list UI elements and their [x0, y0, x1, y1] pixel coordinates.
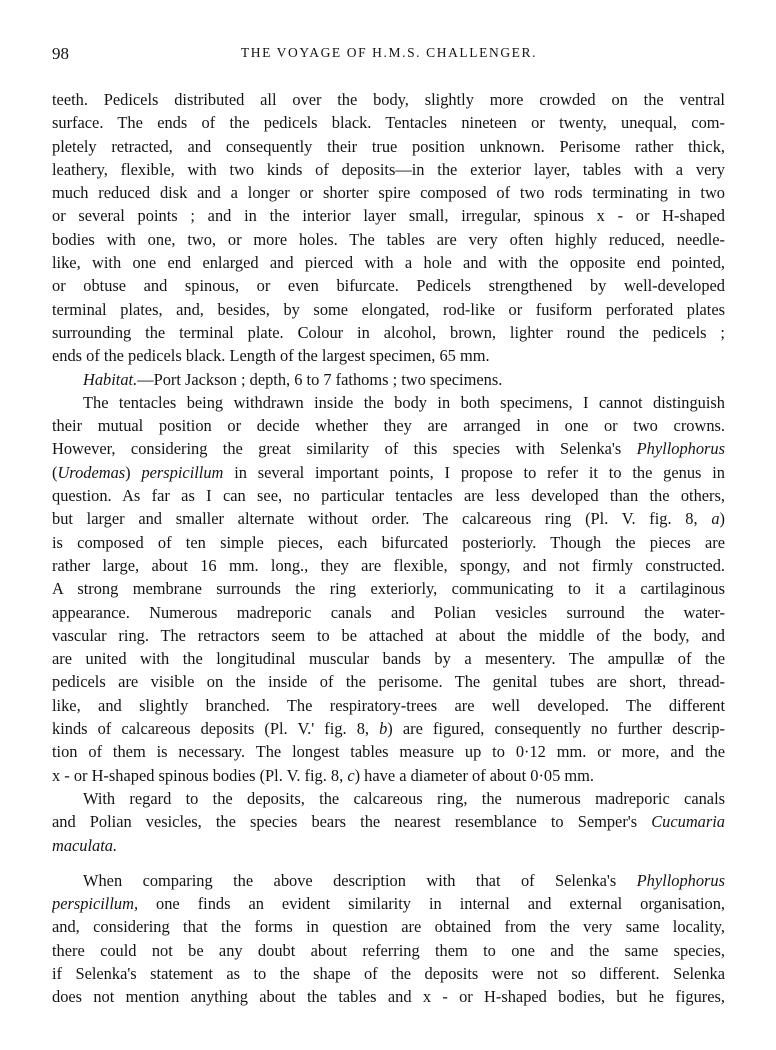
text-line: surface. The ends of the pedicels black. Tentacles nineteen or twenty, unequal, com- — [52, 113, 725, 133]
paragraph-comparison-semper — [52, 787, 725, 857]
text-line: vascular ring. The retractors seem to be attached at about the middle of the body, and — [52, 625, 725, 645]
text-line — [52, 892, 725, 915]
text-line — [52, 717, 725, 740]
paragraph-anatomy — [52, 391, 725, 787]
text-line: The tentacles being withdrawn inside the body in both specimens, I cannot distinguish — [83, 392, 725, 412]
species-name: Phyllophorus — [636, 870, 725, 890]
text-segment: and Polian vesicles, the species bears the nearest resemblance to Semper's — [52, 812, 652, 832]
habitat-text: —Port Jackson ; depth, 6 to 7 fathoms ; two specimens. — [137, 369, 503, 389]
text-segment: but larger and smaller alternate without order. The calcareous ring (Pl. V. fig. 8, — [52, 509, 712, 529]
text-line: much reduced disk and a longer or shorter spire composed of two rods terminating in two — [52, 183, 725, 203]
text-line: With regard to the deposits, the calcareous ring, the numerous madreporic canals — [83, 788, 725, 808]
text-line: appearance. Numerous madreporic canals and Polian vesicles surround the water- — [52, 602, 725, 622]
text-line: A strong membrane surrounds the ring exteriorly, communicating to it a cartilaginous — [52, 579, 725, 599]
paragraph-comparison-selenka — [52, 869, 725, 1009]
text-line: does not mention anything about the tables and x - or H-shaped bodies, but he figures, — [52, 987, 725, 1007]
text-line: is composed of ten simple pieces, each bifurcated posteriorly. Though the pieces are — [52, 532, 725, 552]
text-segment: ) have a diameter of about 0·05 mm. — [354, 765, 595, 785]
text-line: ends of the pedicels black. Length of the largest specimen, 65 mm. — [52, 346, 490, 366]
species-name: maculata. — [52, 835, 118, 855]
figure-letter: c — [347, 765, 355, 785]
text-line: their mutual position or decide whether they are arranged in one or two crowns. — [52, 416, 725, 436]
running-title: THE VOYAGE OF H.M.S. CHALLENGER. — [240, 45, 538, 60]
text-line: if Selenka's statement as to the shape of the deposits were not so different. Selenka — [52, 963, 725, 983]
species-name: perspicillum, — [52, 894, 139, 914]
page-header — [52, 44, 726, 68]
text-line: and, considering that the forms in question are obtained from the very same locality, — [52, 917, 725, 937]
text-line — [52, 834, 725, 857]
text-line: teeth. Pedicels distributed all over the body, slightly more crowded on the ventral — [52, 90, 725, 109]
text-line: pletely retracted, and consequently their true position unknown. Perisome rather thick, — [52, 136, 725, 156]
text-segment: kinds of calcareous deposits (Pl. V.' fig. 8, — [52, 719, 380, 739]
species-name: perspicillum — [141, 462, 224, 482]
text-line: surrounding the terminal plate. Colour in alcohol, brown, lighter round the pedicels ; — [52, 322, 725, 342]
text-line: question. As far as I can see, no particular tentacles are less developed than the others, — [52, 486, 725, 506]
text-segment: one finds an evident similarity in internal and external organisation, — [138, 894, 725, 914]
text-line — [52, 810, 725, 833]
species-name: Phyllophorus — [636, 439, 725, 459]
text-line: like, and slightly branched. The respiratory-trees are well developed. The different — [52, 695, 725, 715]
figure-letter: b — [379, 719, 388, 739]
text-line — [52, 507, 725, 530]
text-line: bodies with one, two, or more holes. The tables are very often highly reduced, needle- — [52, 229, 725, 249]
text-segment: When comparing the above description with that of Selenka's — [83, 870, 637, 890]
habitat-label: Habitat. — [83, 369, 138, 389]
text-line: or several points ; and in the interior layer small, irregular, spinous x - or H-shaped — [52, 206, 725, 226]
text-line: there could not be any doubt about referring them to one and the same species, — [52, 940, 725, 960]
text-line — [52, 764, 725, 787]
text-segment: ) are figured, consequently no further descrip- — [387, 719, 725, 739]
paragraph-description — [52, 88, 725, 368]
text-segment: ( — [52, 462, 58, 482]
text-line: like, with one end enlarged and pierced with a hole and with the opposite end pointed, — [52, 253, 725, 273]
habitat-line — [52, 368, 725, 391]
text-segment: ) — [125, 462, 142, 482]
text-line: pedicels are visible on the inside of the perisome. The genital tubes are short, thread- — [52, 672, 725, 692]
species-name: Urodemas — [57, 462, 126, 482]
text-segment: x - or H-shaped spinous bodies (Pl. V. fig. 8, — [52, 765, 348, 785]
paragraph-gap — [52, 857, 725, 869]
text-line: leathery, flexible, with two kinds of deposits—in the exterior layer, tables with a very — [52, 159, 725, 179]
page-number: 98 — [52, 44, 69, 63]
text-segment: However, considering the great similarity of this species with Selenka's — [52, 439, 637, 459]
species-name: Cucumaria — [651, 812, 725, 832]
text-line: tion of them is necessary. The longest tables measure up to 0·12 mm. or more, and the — [52, 742, 725, 762]
text-line — [52, 869, 725, 892]
text-line — [52, 461, 725, 484]
text-segment: in several important points, I propose to refer it to the genus in — [223, 462, 725, 482]
text-line — [52, 437, 725, 460]
text-line: terminal plates, and, besides, by some elongated, rod-like or fusiform perforated plates — [52, 299, 725, 319]
body-text — [52, 88, 725, 1009]
text-line: or obtuse and spinous, or even bifurcate. Pedicels strengthened by well-developed — [52, 276, 725, 296]
text-segment: ) — [719, 509, 725, 529]
text-line: rather large, about 16 mm. long., they are flexible, spongy, and not firmly constructed. — [52, 555, 725, 575]
figure-letter: a — [711, 509, 720, 529]
text-line: are united with the longitudinal muscular bands by a mesentery. The ampullæ of the — [52, 649, 725, 669]
